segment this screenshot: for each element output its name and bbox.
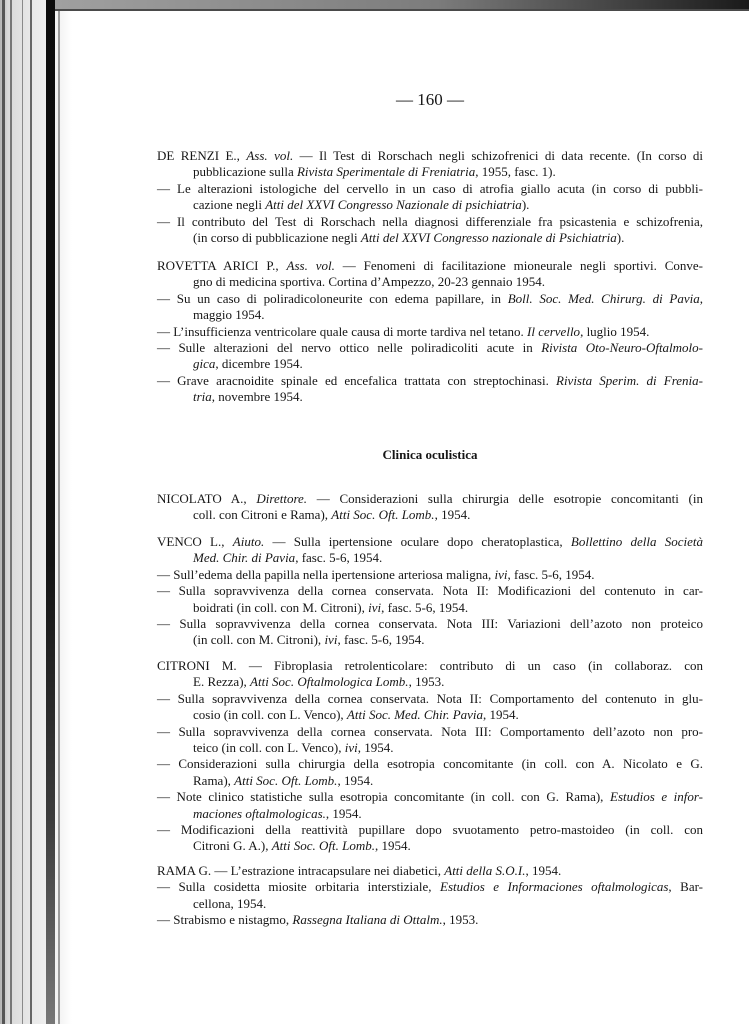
bibliography-entry	[157, 822, 703, 855]
author-block-nicolato	[157, 491, 703, 524]
entry-line	[157, 164, 703, 180]
entry-line	[157, 567, 703, 583]
entry-line	[157, 912, 703, 928]
entry-line	[157, 896, 703, 912]
bibliography-entry	[157, 181, 703, 214]
entry-text: — Modificazioni della reattività pupillare dopo svuotamento petro-mastoideo (in coll. con	[157, 822, 703, 838]
italic-text: Atti Soc. Oft. Lomb.	[234, 772, 338, 788]
entry-text: , 1954.	[337, 772, 374, 788]
italic-text: Rivista Oto-Neuro-Oftalmolo-	[541, 340, 703, 356]
entry-text: — Grave aracnoidite spinale ed encefalica trattata con streptochinasi.	[157, 372, 556, 388]
italic-text: Atti Soc. Oftalmologica Lomb.	[250, 674, 409, 690]
italic-text: Atti del XXVI Congresso Nazionale di psichiatria	[265, 197, 522, 213]
entry-text: — Sulla sopravvivenza della cornea conservata. Nota III: Comportamento dell’azoto non pro-	[157, 723, 703, 739]
bibliography-entry	[157, 756, 703, 789]
entry-line	[157, 148, 703, 164]
entry-line	[157, 356, 703, 372]
italic-text: Ass. vol.	[246, 148, 294, 163]
entry-text: ).	[616, 230, 625, 246]
entry-text: — Considerazioni sulla chirurgia della esotropia concomitante (in coll. con A. Nicolato e G.	[157, 756, 703, 772]
italic-text: tria	[193, 389, 212, 405]
entry-line	[157, 197, 703, 213]
italic-text: Estudios e Informaciones oftalmologicas	[440, 879, 669, 895]
entry-text: CITRONI M. — Fibroplasia retrolenticolare: contributo di un caso (in collaboraz. con	[157, 658, 703, 673]
bibliography-entry	[157, 324, 703, 340]
entry-text: NICOLATO A.,	[157, 491, 257, 506]
italic-text: Bollettino della Società	[570, 534, 704, 549]
italic-text: ivi	[368, 599, 382, 615]
bibliography-entry	[157, 912, 703, 928]
entry-text: , dicembre 1954.	[215, 356, 303, 372]
entry-text: , 1953.	[442, 912, 479, 928]
entry-line	[157, 789, 703, 805]
entry-line	[157, 773, 703, 789]
italic-text: Atti Soc. Med. Chir. Pavia	[346, 707, 484, 723]
entry-text: ).	[521, 197, 530, 213]
italic-text: Ass. vol.	[286, 258, 335, 273]
bibliography-entry	[157, 148, 703, 181]
entry-line	[157, 230, 703, 246]
entry-line	[157, 616, 703, 632]
entry-text: , 1954.	[375, 838, 411, 854]
italic-text: Rassegna Italiana di Ottalm.	[292, 912, 443, 928]
italic-text: Atti Soc. Oft. Lomb.	[271, 838, 376, 854]
entry-text: E. Rezza),	[193, 674, 251, 690]
bibliography-entry	[157, 789, 703, 822]
entry-text: cellona, 1954.	[193, 895, 267, 911]
bibliography-entry	[157, 373, 703, 406]
bibliography-entry	[157, 291, 703, 324]
entry-line	[157, 491, 703, 507]
bibliography-entry	[157, 340, 703, 373]
bibliography-entry	[157, 258, 703, 291]
bibliography-entry	[157, 214, 703, 247]
italic-text: Atti della S.O.I.	[444, 863, 526, 878]
entry-line	[157, 389, 703, 405]
entry-text: , 1955, fasc. 1).	[475, 164, 556, 180]
bibliography-entry	[157, 616, 703, 649]
entry-text: VENCO L.,	[157, 534, 233, 549]
entry-line	[157, 258, 703, 274]
bibliography-entry	[157, 863, 703, 879]
entry-text: boidrati (in coll. con M. Citroni),	[193, 599, 369, 615]
bibliography-entry	[157, 534, 703, 567]
entry-text: , luglio 1954.	[580, 323, 650, 339]
entry-text: , 1954.	[483, 707, 519, 723]
entry-line	[157, 340, 703, 356]
entry-line	[157, 291, 703, 307]
bibliography-entry	[157, 567, 703, 583]
italic-text: ivi	[494, 566, 508, 582]
bibliography-entry	[157, 879, 703, 912]
entry-text: , novembre 1954.	[211, 389, 303, 405]
scan-binding-bar	[46, 0, 55, 1024]
entry-line	[157, 740, 703, 756]
italic-text: Rivista Sperimentale di Freniatria	[296, 164, 476, 180]
italic-text: ivi	[324, 632, 338, 648]
italic-text: Rivista Sperim. di Frenia-	[556, 372, 703, 388]
bibliography-entry	[157, 491, 703, 524]
scan-shadow-line	[2, 0, 5, 1024]
bibliography-entry	[157, 583, 703, 616]
author-block-rovetta-arici	[157, 258, 703, 406]
italic-text: Aiuto.	[232, 534, 265, 549]
entry-line	[157, 600, 703, 616]
entry-line	[157, 324, 703, 340]
entry-text: pubblicazione sulla	[193, 164, 297, 180]
author-block-venco	[157, 534, 703, 649]
author-block-de-renzi	[157, 148, 703, 246]
entry-line	[157, 632, 703, 648]
entry-text: , fasc. 5-6, 1954.	[507, 566, 595, 582]
entry-text: — Sulle alterazioni del nervo ottico nelle poliradicoliti acute in	[157, 340, 542, 356]
entry-text: — Sulla cosidetta miosite orbitaria interstiziale,	[157, 879, 441, 895]
italic-text: Direttore.	[256, 491, 308, 506]
author-block-rama	[157, 863, 703, 929]
entry-line	[157, 863, 703, 879]
page-number: — 160 —	[396, 90, 464, 109]
entry-line	[157, 707, 703, 723]
entry-line	[157, 373, 703, 389]
entry-text: cosio (in coll. con L. Venco),	[193, 707, 347, 723]
italic-text: gica	[193, 356, 216, 372]
entry-text: — Sulla ipertensione oculare dopo cheratoplastica,	[264, 534, 571, 549]
entry-text: , 1954.	[325, 805, 362, 821]
entry-text: — Le alterazioni istologiche del cervello in un caso di atrofia giallo acuta (in corso di pubbli-	[157, 180, 703, 196]
bibliography-entry	[157, 658, 703, 691]
entry-text: (in coll. con M. Citroni),	[193, 632, 325, 648]
entry-line	[157, 879, 703, 895]
entry-text: — Su un caso di poliradicoloneurite con edema papillare, in	[157, 290, 508, 306]
entry-line	[157, 756, 703, 772]
scan-top-edge	[55, 0, 749, 11]
scan-shadow-line	[10, 0, 12, 1024]
entry-line	[157, 724, 703, 740]
entry-text: — Il contributo del Test di Rorschach nella diagnosi differenziale fra psicastenia e schizofrenia,	[157, 213, 703, 229]
entry-line	[157, 583, 703, 599]
entry-line	[157, 550, 703, 566]
entry-line	[157, 307, 703, 323]
entry-text: — Considerazioni sulla chirurgia delle esotropie concomitanti (in	[307, 491, 703, 506]
entry-text: coll. con Citroni e Rama),	[193, 507, 332, 523]
entry-text: (in corso di pubblicazione negli	[193, 230, 361, 246]
entry-text: — Sulla sopravvivenza della cornea conservata. Nota II: Comportamento del contenuto in glu-	[157, 690, 703, 706]
entry-text: cazione negli	[193, 197, 266, 213]
entry-line	[157, 507, 703, 523]
scan-shadow-line	[22, 0, 23, 1024]
entry-text: , fasc. 5-6, 1954.	[295, 550, 383, 566]
entry-text: — Strabismo e nistagmo,	[157, 912, 293, 928]
entry-text: — Fenomeni di facilitazione mioneurale negli sportivi. Conve-	[334, 258, 703, 273]
italic-text: Boll. Soc. Med. Chirurg. di Pavia	[507, 290, 700, 306]
entry-text: RAMA G. — L’estrazione intracapsulare nei diabetici,	[157, 863, 445, 878]
entry-text: DE RENZI E.,	[157, 148, 247, 163]
section-heading: Clinica oculistica	[382, 447, 478, 462]
entry-text: , 1954.	[357, 740, 394, 756]
italic-text: maciones oftalmologicas.	[193, 805, 326, 821]
entry-line	[157, 274, 703, 290]
scan-shadow-line	[30, 0, 32, 1024]
scan-shadow-line	[58, 0, 60, 1024]
entry-text: teico (in coll. con L. Venco),	[193, 740, 345, 756]
entry-text: , fasc. 5-6, 1954.	[337, 632, 425, 648]
italic-text: Il cervello	[527, 323, 581, 339]
entry-text: ,	[699, 290, 703, 306]
italic-text: Estudios e infor-	[610, 789, 704, 805]
italic-text: Med. Chir. di Pavia	[193, 550, 296, 566]
entry-line	[157, 658, 703, 674]
italic-text: Atti del XXVI Congresso nazionale di Psichiatria	[360, 230, 617, 246]
entry-text: — Sulla sopravvivenza della cornea conservata. Nota II: Modificazioni del contenuto in car-	[157, 583, 703, 599]
entry-text: maggio 1954.	[193, 307, 265, 323]
entry-text: , 1954.	[434, 507, 471, 523]
italic-text: Atti Soc. Oft. Lomb.	[331, 507, 435, 523]
entry-text: gno di medicina sportiva. Cortina d’Ampezzo, 20-23 gennaio 1954.	[193, 274, 546, 290]
entry-text: , fasc. 5-6, 1954.	[381, 599, 469, 615]
entry-line	[157, 806, 703, 822]
entry-line	[157, 214, 703, 230]
entry-line	[157, 691, 703, 707]
bibliography-entry	[157, 691, 703, 724]
entry-text: , 1953.	[408, 674, 445, 690]
entry-text: — Il Test di Rorschach negli schizofrenici di data recente. (In corso di	[293, 148, 703, 163]
entry-text: — Sulla sopravvivenza della cornea conservata. Nota III: Variazioni dell’azoto non proteico	[157, 616, 703, 632]
entry-text: , 1954.	[525, 863, 562, 878]
entry-line	[157, 822, 703, 838]
entry-text: , Bar-	[668, 879, 703, 895]
entry-line	[157, 181, 703, 197]
entry-line	[157, 674, 703, 690]
entry-text: Citroni G. A.),	[193, 838, 272, 854]
bibliography-entry	[157, 724, 703, 757]
entry-text: — L’insufficienza ventricolare quale causa di morte tardiva nel tetano.	[157, 323, 527, 339]
entry-text: Rama),	[193, 772, 235, 788]
italic-text: ivi	[344, 740, 358, 756]
entry-line	[157, 838, 703, 854]
entry-text: — Sull’edema della papilla nella ipertensione arteriosa maligna,	[157, 566, 495, 582]
author-block-citroni	[157, 658, 703, 855]
entry-text: ROVETTA ARICI P.,	[157, 258, 287, 273]
entry-line	[157, 534, 703, 550]
entry-text: — Note clinico statistiche sulla esotropia concomitante (in coll. con G. Rama),	[157, 789, 610, 805]
scan-binding-edge	[0, 0, 72, 1024]
